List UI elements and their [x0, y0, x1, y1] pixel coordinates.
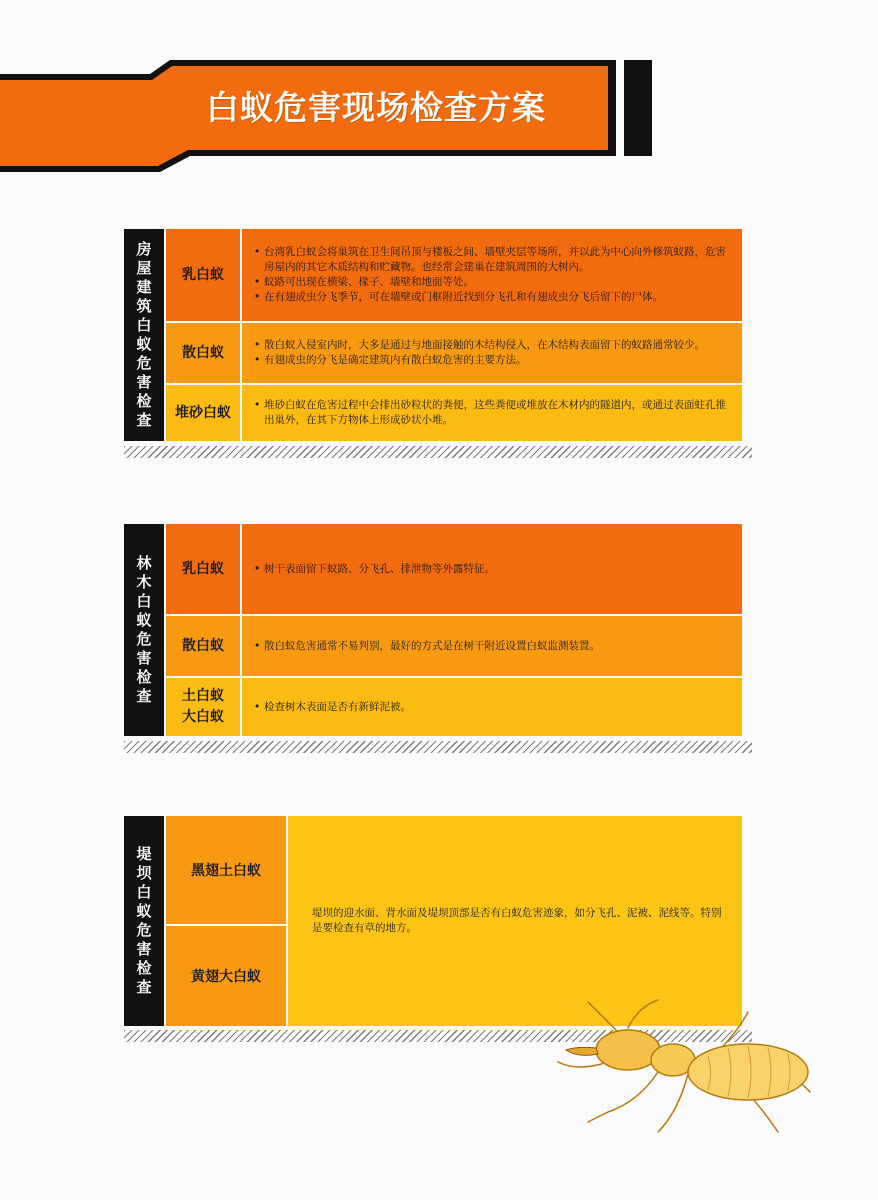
category-cell: [166, 678, 240, 736]
description-cell: [242, 524, 742, 614]
list-item: • 散白蚁危害通常不易判别，最好的方式是在树干附近设置白蚁监测装置。: [254, 639, 732, 654]
category-cell: 黑翅土白蚁: [166, 816, 286, 924]
page-title: 白蚁危害现场检查方案: [206, 88, 546, 127]
list-item: • 有翅成虫的分飞是确定建筑内有散白蚁危害的主要方法。: [254, 353, 732, 368]
hatch-divider: [124, 446, 752, 458]
list-item: • 蚁路可出现在横梁、椽子、墙壁和地面等处。: [254, 275, 732, 290]
list-item: • 树干表面留下蚁路、分飞孔、排泄物等外露特征。: [254, 562, 732, 577]
section-label: 林木白蚁危害检查: [124, 524, 164, 736]
section-label: 堤坝白蚁危害检查: [124, 816, 164, 1026]
section-building: [124, 229, 742, 441]
list-item: • 在有翅成虫分飞季节，可在墙壁或门框附近找到分飞孔和有翅成虫分飞后留下的尸体。: [254, 290, 732, 305]
description-cell: [242, 323, 742, 383]
hatch-divider: [124, 741, 752, 753]
category-cell: 堆砂白蚁: [166, 385, 240, 441]
list-item: • 检查树木表面是否有新鲜泥被。: [254, 700, 732, 715]
list-item: • 台湾乳白蚁会将巢筑在卫生间吊顶与楼板之间、墙壁夹层等场所，并以此为中心向外修筑蚁路，危害房屋内的其它木质结构和贮藏物。也经常会建巢在建筑周围的大树内。: [254, 245, 732, 275]
category-line: 大白蚁: [182, 709, 224, 725]
category-line: 土白蚁: [182, 688, 224, 704]
section-forest: [124, 524, 742, 736]
category-cell: 乳白蚁: [166, 229, 240, 321]
table-row: [166, 229, 742, 321]
description-cell: [242, 616, 742, 676]
list-item: • 散白蚁入侵室内时，大多是通过与地面接触的木结构侵入，在木结构表面留下的蚁路通常较少。: [254, 338, 732, 353]
table-row: [166, 385, 742, 441]
description-cell: [242, 385, 742, 441]
table-row: [166, 616, 742, 676]
termite-illustration: [548, 992, 818, 1152]
category-cell: 散白蚁: [166, 323, 240, 383]
description-cell: [242, 678, 742, 736]
table-row: [166, 524, 742, 614]
table-row: [166, 678, 742, 736]
category-cell: 散白蚁: [166, 616, 240, 676]
description-cell: [242, 229, 742, 321]
category-cell: 乳白蚁: [166, 524, 240, 614]
section-label: 房屋建筑白蚁危害检查: [124, 229, 164, 441]
category-cell: 黄翅大白蚁: [166, 926, 286, 1026]
list-item: • 堆砂白蚁在危害过程中会排出砂粒状的粪便，这些粪便或堆放在木材内的隧道内，或通过表面蛀孔推出巢外，在其下方物体上形成砂状小堆。: [254, 398, 732, 428]
list-item: 堤坝的迎水面、背水面及堤坝顶部是否有白蚁危害迹象，如分飞孔、泥被、泥线等。特别是要检查有草的地方。: [312, 907, 722, 934]
table-row: [166, 323, 742, 383]
